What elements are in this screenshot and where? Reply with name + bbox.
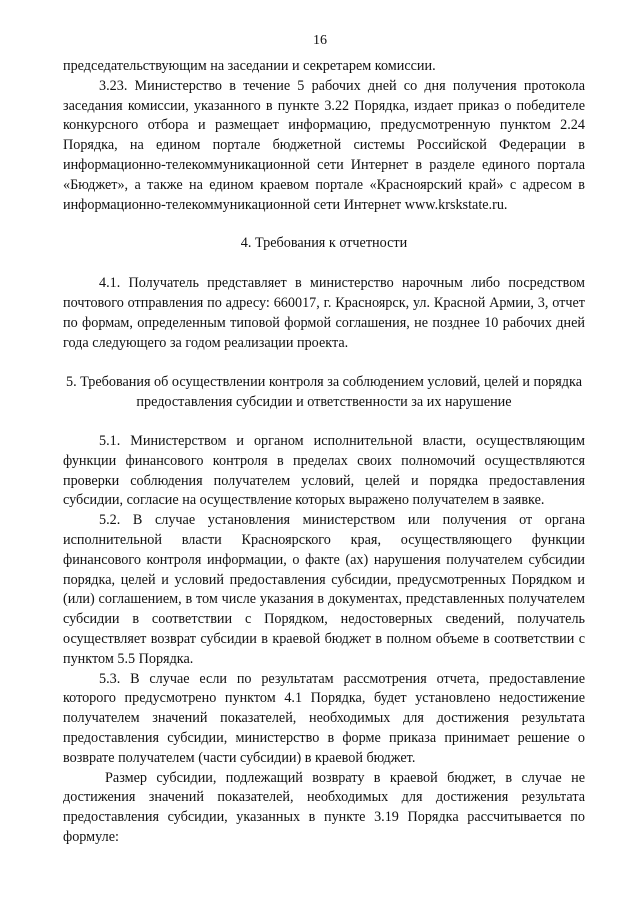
paragraph-5-2: 5.2. В случае установления министерством или получения от органа исполнительной власти Красноярского края, осуществляющего функции финансового контроля информации, о факте (ах) нарушения получателем субсидии порядка, целей и условий предоставления субсидии, предусмотренных Порядком и (или) соглашением, в том числе указания в документах, представленных получателем субсидии в соответствии с Порядком, недостоверных сведений, получатель осуществляет возврат субсидии в краевой бюджет в полном объеме в соответствии с пунктом 5.5 Порядка. <box>63 512 585 667</box>
document-body <box>63 57 585 848</box>
paragraph-continuation: председательствующим на заседании и секретарем комиссии. <box>63 58 436 74</box>
paragraph-3-23: 3.23. Министерство в течение 5 рабочих дней со дня получения протокола заседания комиссии, указанного в пункте 3.22 Порядка, издает приказ о победителе конкурсного отбора и размещает информацию, предусмотренную пунктом 2.24 Порядка, на едином портале бюджетной системы Российской Федерации в информационно-телекоммуникационной сети Интернет в разделе единого портала «Бюджет», а также на едином краевом портале «Красноярский край» с адресом в информационно-телекоммуникационной сети Интернет www.krskstate.ru. <box>63 77 585 213</box>
paragraph-subsidy-size: Размер субсидии, подлежащий возврату в краевой бюджет, в случае не достижения значений показателей, необходимых для достижения результата предоставления субсидии, указанных в пункте 3.19 Порядка рассчитывается по формуле: <box>63 769 585 845</box>
section-4-heading: 4. Требования к отчетности <box>240 235 408 252</box>
section-5-heading: 5. Требования об осуществлении контроля за соблюдением условий, целей и порядка предоставления субсидии и ответственности за их нарушение <box>65 374 583 411</box>
paragraph-5-1: 5.1. Министерством и органом исполнительной власти, осуществляющим функции финансового контроля в пределах своих полномочий осуществляются проверки соблюдения получателем условий, целей и порядка предоставления субсидии, согласие на осуществление которых выражено получателем в заявке. <box>63 432 585 509</box>
paragraph-5-3: 5.3. В случае если по результатам рассмотрения отчета, предоставление которого предусмотрено пунктом 4.1 Порядка, будет установлено недостижение получателем значений показателей, необходимых для достижения результата предоставления субсидии, министерство в форме приказа принимает решение о возврате получателем (части субсидии) в краевой бюджет. <box>63 670 585 766</box>
page-number: 16 <box>313 33 327 48</box>
paragraph-4-1: 4.1. Получатель представляет в министерство нарочным либо посредством почтового отправления по адресу: 660017, г. Красноярск, ул. Красной Армии, 3, отчет по формам, определенным типовой формой соглашения, не позднее 10 рабочих дней года следующего за годом реализации проекта. <box>63 275 585 351</box>
